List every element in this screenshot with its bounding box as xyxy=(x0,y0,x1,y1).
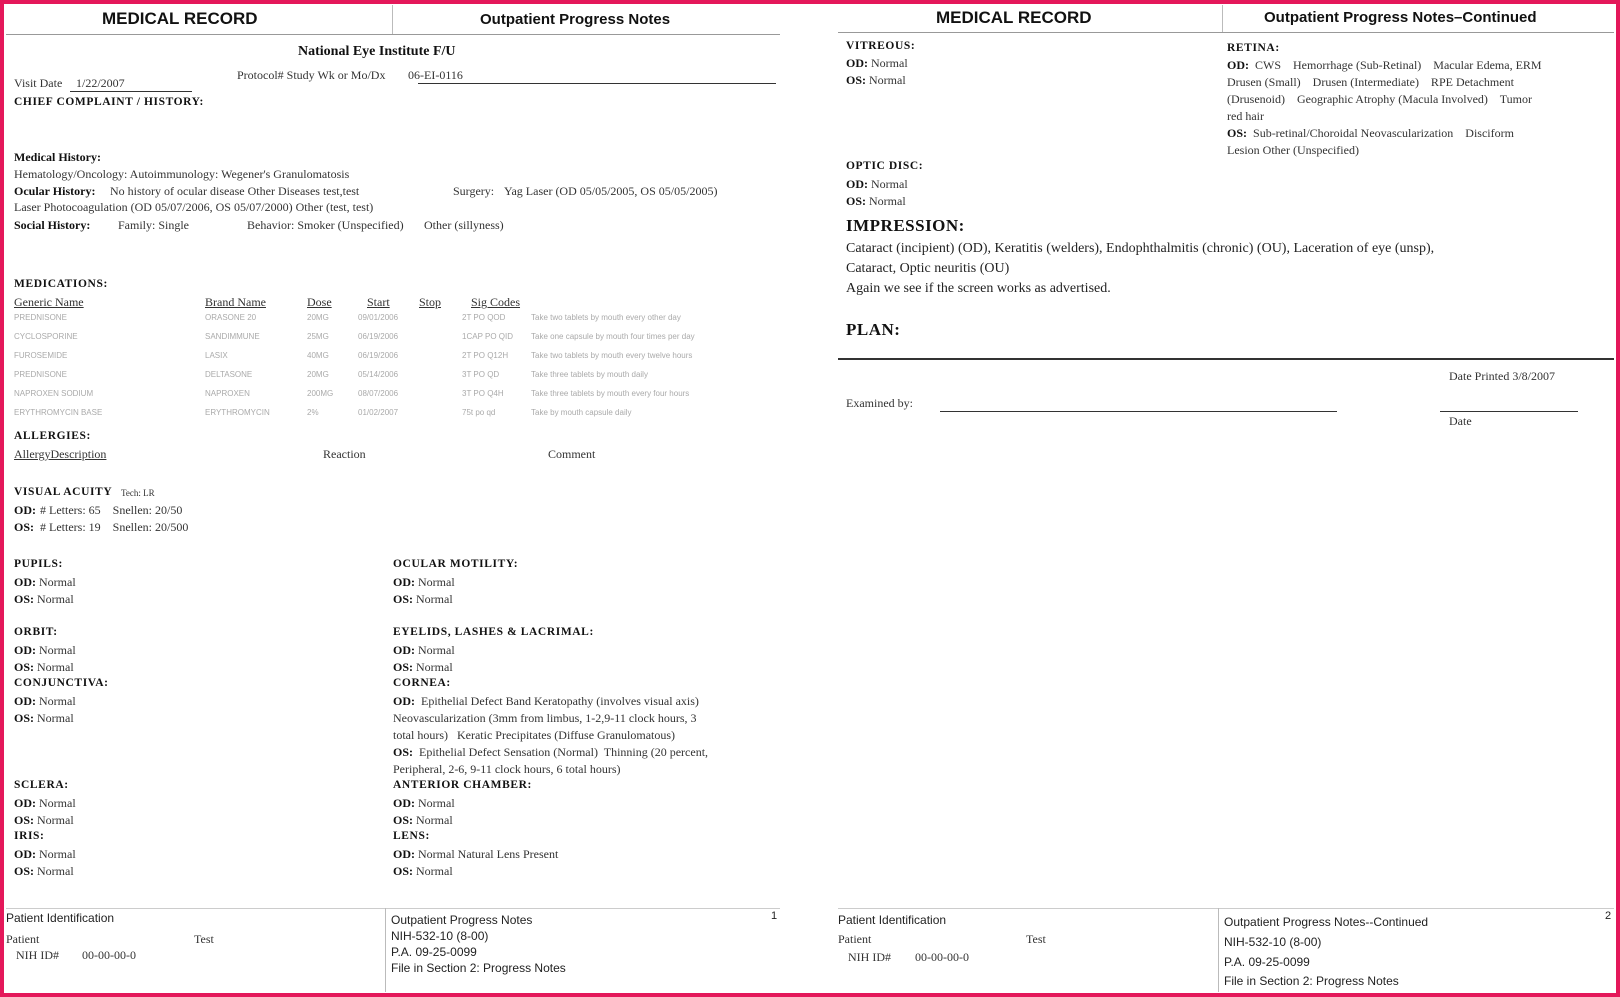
med-generic: ERYTHROMYCIN BASE xyxy=(14,408,103,417)
med-dose: 2% xyxy=(307,408,319,417)
form-pa: P.A. 09-25-0099 xyxy=(391,945,477,959)
header-divider xyxy=(392,5,393,35)
cornea-od-3: total hours) Keratic Precipitates (Diffuse Granulomatous) xyxy=(393,728,676,742)
cornea-os-1: OS: Epithelial Defect Sensation (Normal) Thinning (20 percent, xyxy=(393,745,709,759)
med-brand: ERYTHROMYCIN xyxy=(205,408,270,417)
sclera-os: OS: Normal xyxy=(14,813,74,827)
eyelids-heading: EYELIDS, LASHES & LACRIMAL: xyxy=(393,626,594,638)
header-divider xyxy=(1222,5,1223,33)
lens-heading: LENS: xyxy=(393,830,430,842)
optic-disc-heading: OPTIC DISC: xyxy=(846,160,924,172)
iris-heading: IRIS: xyxy=(14,830,45,842)
ocular-history-text: No history of ocular disease Other Diseases test,test xyxy=(110,184,360,198)
iris-os: OS: Normal xyxy=(14,864,74,878)
nih-id-label: NIH ID# xyxy=(848,950,891,964)
sclera-heading: SCLERA: xyxy=(14,779,69,791)
header-rule xyxy=(6,34,780,35)
va-od-label: OD: xyxy=(14,503,36,517)
med-sig: 75t po qd xyxy=(462,408,496,417)
med-start: 01/02/2007 xyxy=(358,408,399,417)
footer-rule xyxy=(6,908,780,909)
optic-disc-od: OD: Normal xyxy=(846,177,908,191)
med-col-brand: Brand Name xyxy=(205,295,266,309)
med-brand: SANDIMMUNE xyxy=(205,332,260,341)
med-generic: NAPROXEN SODIUM xyxy=(14,389,94,398)
page-subtitle: Outpatient Progress Notes xyxy=(480,11,671,28)
impression-line-3: Again we see if the screen works as advertised. xyxy=(846,281,1111,296)
med-sig: 3T PO Q4H xyxy=(462,389,504,398)
form-number: NIH-532-10 (8-00) xyxy=(1224,935,1322,949)
form-name: Outpatient Progress Notes xyxy=(391,913,533,927)
medical-history-text: Hematology/Oncology: Autoimmunology: Wegener's Granulomatosis xyxy=(14,167,350,181)
pupils-od: OD: Normal xyxy=(14,575,76,589)
form-file-section: File in Section 2: Progress Notes xyxy=(391,961,566,975)
vitreous-od: OD: Normal xyxy=(846,56,908,70)
ocular-motility-od: OD: Normal xyxy=(393,575,455,589)
form-number: NIH-532-10 (8-00) xyxy=(391,929,489,943)
cornea-od-2: Neovascularization (3mm from limbus, 1-2,9-11 clock hours, 3 xyxy=(393,711,697,725)
protocol-label: Protocol# Study Wk or Mo/Dx xyxy=(237,68,386,82)
med-generic: FUROSEMIDE xyxy=(14,351,68,360)
nih-id-value: 00-00-00-0 xyxy=(82,948,136,962)
va-os-value: # Letters: 19 Snellen: 20/500 xyxy=(40,520,189,534)
date-label: Date xyxy=(1449,414,1472,428)
iris-od: OD: Normal xyxy=(14,847,76,861)
footer-rule xyxy=(838,908,1614,909)
med-instructions: Take three tablets by mouth daily xyxy=(531,370,648,379)
page-title: MEDICAL RECORD xyxy=(102,9,258,28)
form-pa: P.A. 09-25-0099 xyxy=(1224,955,1310,969)
med-brand: ORASONE 20 xyxy=(205,313,257,322)
patient-identification: Patient Identification xyxy=(6,911,115,925)
anterior-chamber-heading: ANTERIOR CHAMBER: xyxy=(393,779,532,791)
page-number: 1 xyxy=(771,910,778,922)
med-dose: 25MG xyxy=(307,332,329,341)
lens-os: OS: Normal xyxy=(393,864,453,878)
med-col-generic: Generic Name xyxy=(14,295,84,309)
med-dose: 20MG xyxy=(307,370,329,379)
retina-line-4: red hair xyxy=(1227,109,1264,123)
impression-line-2: Cataract, Optic neuritis (OU) xyxy=(846,261,1010,276)
med-col-sig: Sig Codes xyxy=(471,295,521,309)
footer-divider xyxy=(385,908,386,992)
patient-label: Patient xyxy=(838,932,872,946)
med-col-start: Start xyxy=(367,295,390,309)
med-col-stop: Stop xyxy=(419,295,442,309)
allergy-col-description: AllergyDescription xyxy=(14,447,107,461)
pupils-heading: PUPILS: xyxy=(14,558,63,570)
patient-value: Test xyxy=(1026,932,1046,946)
nih-id-label: NIH ID# xyxy=(16,948,59,962)
visit-date-value: 1/22/2007 xyxy=(76,76,125,90)
visit-date-label: Visit Date xyxy=(14,76,63,90)
med-dose: 40MG xyxy=(307,351,329,360)
optic-disc-os: OS: Normal xyxy=(846,194,906,208)
ocular-motility-heading: OCULAR MOTILITY: xyxy=(393,558,519,570)
plan-rule xyxy=(838,358,1614,360)
retina-heading: RETINA: xyxy=(1227,42,1280,54)
social-history-label: Social History: xyxy=(14,218,91,232)
eyelids-od: OD: Normal xyxy=(393,643,455,657)
med-instructions: Take by mouth capsule daily xyxy=(531,408,632,417)
med-instructions: Take one capsule by mouth four times per day xyxy=(531,332,695,341)
page-subtitle: Outpatient Progress Notes–Continued xyxy=(1264,9,1537,26)
ocular-history-label: Ocular History: xyxy=(14,184,96,198)
eyelids-os: OS: Normal xyxy=(393,660,453,674)
footer-divider xyxy=(1218,908,1219,992)
ocular-motility-os: OS: Normal xyxy=(393,592,453,606)
med-start: 06/19/2006 xyxy=(358,351,399,360)
impression-line-1: Cataract (incipient) (OD), Keratitis (welders), Endophthalmitis (chronic) (OU), Laceration of eye (unsp), xyxy=(846,241,1435,256)
pupils-os: OS: Normal xyxy=(14,592,74,606)
conjunctiva-od: OD: Normal xyxy=(14,694,76,708)
protocol-line xyxy=(418,83,776,84)
visit-date-line xyxy=(70,91,192,92)
vitreous-os: OS: Normal xyxy=(846,73,906,87)
med-brand: LASIX xyxy=(205,351,228,360)
sclera-od: OD: Normal xyxy=(14,796,76,810)
med-dose: 20MG xyxy=(307,313,329,322)
va-os-label: OS: xyxy=(14,520,35,534)
lens-od: OD: Normal Natural Lens Present xyxy=(393,847,559,861)
medical-history-label: Medical History: xyxy=(14,150,101,164)
patient-label: Patient xyxy=(6,932,40,946)
surgery-label: Surgery: xyxy=(453,184,495,198)
med-instructions: Take two tablets by mouth every twelve hours xyxy=(531,351,693,360)
impression-heading: IMPRESSION: xyxy=(846,216,965,235)
form-file-section: File in Section 2: Progress Notes xyxy=(1224,974,1399,988)
med-dose: 200MG xyxy=(307,389,334,398)
orbit-heading: ORBIT: xyxy=(14,626,58,638)
examined-by-label: Examined by: xyxy=(846,396,913,410)
med-generic: PREDNISONE xyxy=(14,370,67,379)
med-generic: PREDNISONE xyxy=(14,313,67,322)
form-name: Outpatient Progress Notes--Continued xyxy=(1224,915,1429,929)
vitreous-heading: VITREOUS: xyxy=(846,40,916,52)
med-start: 06/19/2006 xyxy=(358,332,399,341)
allergies-heading: ALLERGIES: xyxy=(14,430,91,442)
plan-heading: PLAN: xyxy=(846,320,901,339)
anterior-chamber-od: OD: Normal xyxy=(393,796,455,810)
cornea-heading: CORNEA: xyxy=(393,677,451,689)
retina-line-5: Lesion Other (Unspecified) xyxy=(1227,143,1359,157)
allergy-col-reaction: Reaction xyxy=(323,447,366,461)
page-title: MEDICAL RECORD xyxy=(936,8,1092,27)
social-other: Other (sillyness) xyxy=(424,218,504,232)
nih-id-value: 00-00-00-0 xyxy=(915,950,969,964)
header-rule xyxy=(838,32,1614,33)
retina-os-1: OS: Sub-retinal/Choroidal Neovascularization Disciform xyxy=(1227,126,1514,140)
visual-acuity-heading: VISUAL ACUITY xyxy=(14,486,113,498)
med-generic: CYCLOSPORINE xyxy=(14,332,78,341)
med-sig: 3T PO QD xyxy=(462,370,500,379)
patient-value: Test xyxy=(194,932,214,946)
orbit-od: OD: Normal xyxy=(14,643,76,657)
cornea-os-2: Peripheral, 2-6, 9-11 clock hours, 6 total hours) xyxy=(393,762,621,776)
social-family: Family: Single xyxy=(118,218,190,232)
anterior-chamber-os: OS: Normal xyxy=(393,813,453,827)
visual-acuity-tech: Tech: LR xyxy=(121,488,155,498)
medications-heading: MEDICATIONS: xyxy=(14,278,108,290)
patient-identification: Patient Identification xyxy=(838,913,947,927)
date-line xyxy=(1440,411,1578,412)
institute-title: National Eye Institute F/U xyxy=(298,44,456,59)
med-start: 09/01/2006 xyxy=(358,313,399,322)
med-sig: 2T PO QOD xyxy=(462,313,506,322)
laser-text: Laser Photocoagulation (OD 05/07/2006, OS 05/07/2000) Other (test, test) xyxy=(14,200,374,214)
med-start: 05/14/2006 xyxy=(358,370,399,379)
med-brand: DELTASONE xyxy=(205,370,253,379)
examined-by-line xyxy=(940,411,1337,412)
retina-line-2: Drusen (Small) Drusen (Intermediate) RPE Detachment xyxy=(1227,75,1514,89)
med-instructions: Take three tablets by mouth every four hours xyxy=(531,389,690,398)
protocol-value: 06-EI-0116 xyxy=(408,68,463,82)
med-instructions: Take two tablets by mouth every other day xyxy=(531,313,681,322)
med-brand: NAPROXEN xyxy=(205,389,250,398)
conjunctiva-heading: CONJUNCTIVA: xyxy=(14,677,109,689)
med-sig: 1CAP PO QID xyxy=(462,332,513,341)
chief-complaint-heading: CHIEF COMPLAINT / HISTORY: xyxy=(14,96,204,108)
date-printed: Date Printed 3/8/2007 xyxy=(1449,369,1555,383)
va-od-value: # Letters: 65 Snellen: 20/50 xyxy=(40,503,183,517)
allergy-col-comment: Comment xyxy=(548,447,596,461)
orbit-os: OS: Normal xyxy=(14,660,74,674)
med-start: 08/07/2006 xyxy=(358,389,399,398)
conjunctiva-os: OS: Normal xyxy=(14,711,74,725)
retina-od-1: OD: CWS Hemorrhage (Sub-Retinal) Macular Edema, ERM xyxy=(1227,58,1542,72)
page-number: 2 xyxy=(1605,910,1612,922)
retina-line-3: (Drusenoid) Geographic Atrophy (Macula Involved) Tumor xyxy=(1227,92,1532,106)
med-col-dose: Dose xyxy=(307,295,332,309)
cornea-od-1: OD: Epithelial Defect Band Keratopathy (involves visual axis) xyxy=(393,694,699,708)
social-behavior: Behavior: Smoker (Unspecified) xyxy=(247,218,404,232)
surgery-text: Yag Laser (OD 05/05/2005, OS 05/05/2005) xyxy=(504,184,718,198)
med-sig: 2T PO Q12H xyxy=(462,351,509,360)
